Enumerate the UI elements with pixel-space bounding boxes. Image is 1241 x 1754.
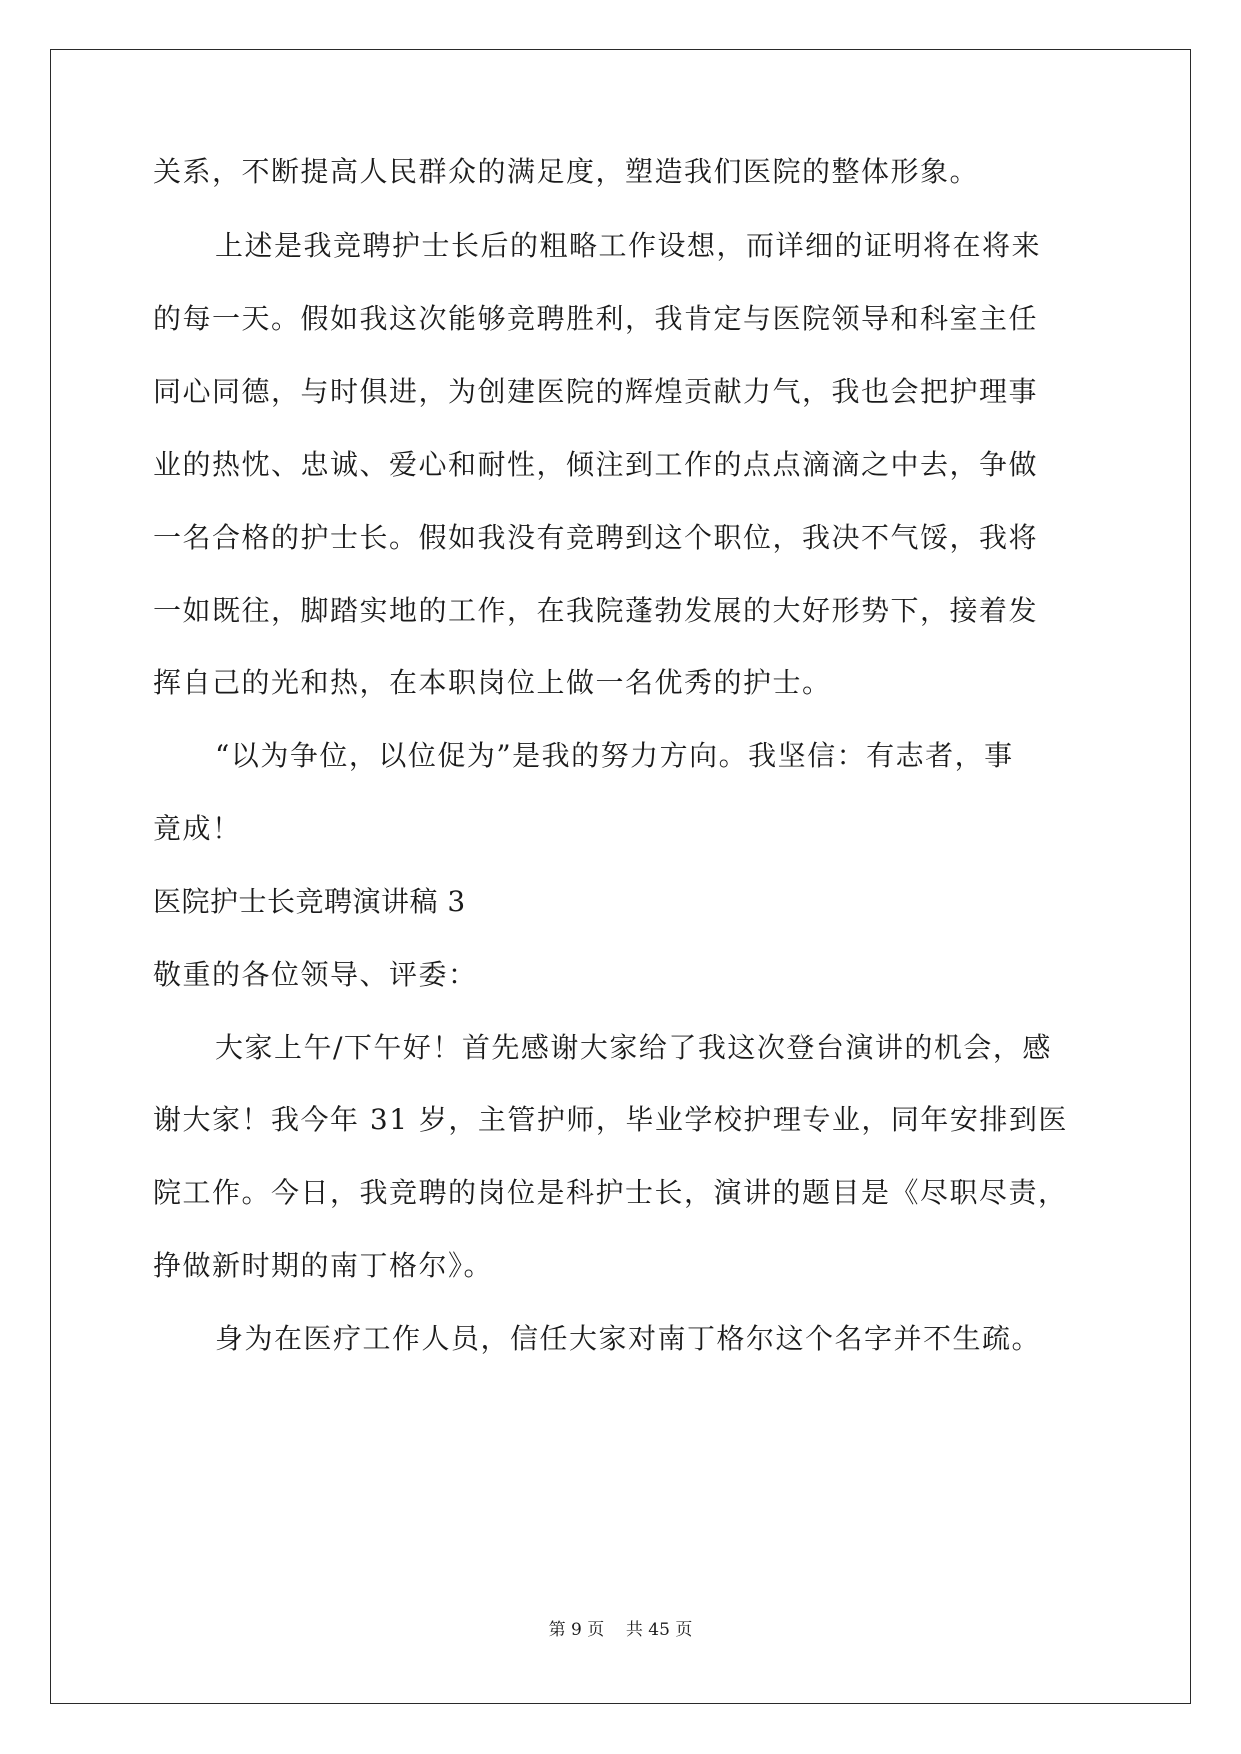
body-line: 一如既往，脚踏实地的工作，在我院蓬勃发展的大好形势下，接着发 [153, 594, 1039, 627]
body-line: 挣做新时期的南丁格尔》。 [153, 1249, 494, 1282]
body-line: 身为在医疗工作人员，信任大家对南丁格尔这个名字并不生疏。 [215, 1322, 1042, 1355]
body-line: 挥自己的光和热，在本职岗位上做一名优秀的护士。 [153, 666, 832, 699]
body-line: 同心同德，与时俱进，为创建医院的辉煌贡献力气，我也会把护理事 [153, 375, 1039, 408]
body-line: 关系，不断提高人民群众的满足度，塑造我们医院的整体形象。 [153, 155, 980, 188]
body-line: 谢大家！我今年 31 岁，主管护师，毕业学校护理专业，同年安排到医 [153, 1103, 1068, 1136]
page-border [50, 49, 1191, 1704]
salutation: 敬重的各位领导、评委： [153, 958, 478, 991]
section-title: 医院护士长竞聘演讲稿 3 [153, 885, 466, 918]
body-line: 上述是我竞聘护士长后的粗略工作设想，而详细的证明将在将来 [215, 229, 1042, 262]
body-line: 业的热忱、忠诚、爱心和耐性，倾注到工作的点点滴滴之中去，争做 [153, 448, 1039, 481]
body-line: 院工作。今日，我竞聘的岗位是科护士长，演讲的题目是《尽职尽责， [153, 1176, 1068, 1209]
body-line: 大家上午/下午好！首先感谢大家给了我这次登台演讲的机会，感 [215, 1031, 1052, 1064]
body-line: 竟成！ [153, 812, 242, 845]
body-line: “以为争位，以位促为”是我的努力方向。我坚信：有志者，事 [215, 739, 1014, 772]
body-line: 的每一天。假如我这次能够竞聘胜利，我肯定与医院领导和科室主任 [153, 302, 1039, 335]
body-line: 一名合格的护士长。假如我没有竞聘到这个职位，我决不气馁，我将 [153, 521, 1039, 554]
page-number-footer: 第 9 页 共 45 页 [548, 1620, 693, 1640]
